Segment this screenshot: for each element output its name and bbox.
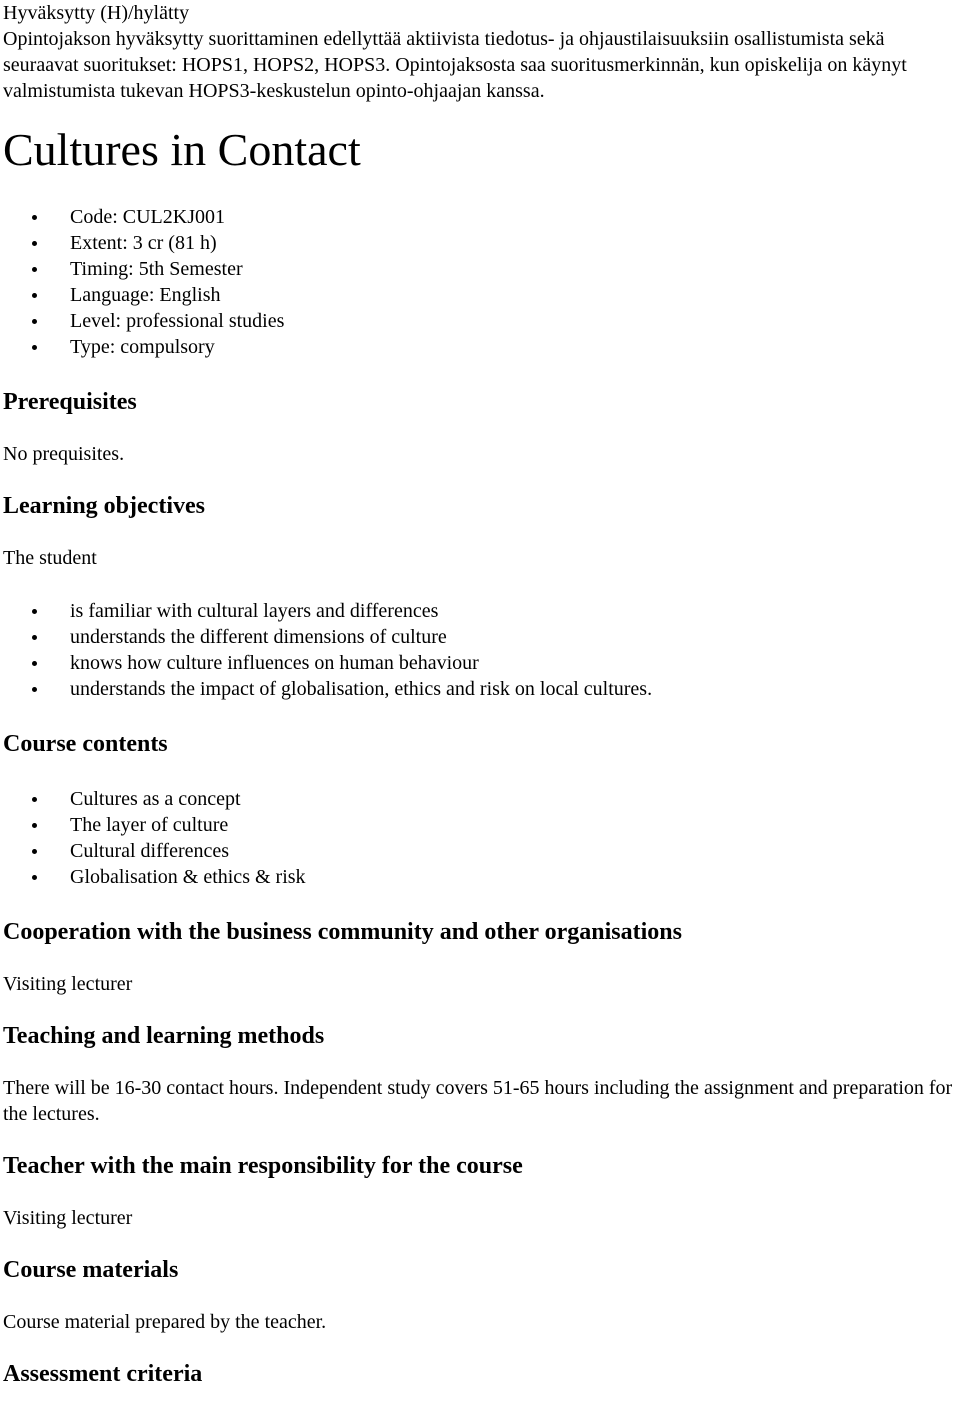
list-item: [70, 256, 953, 282]
list-item: [70, 598, 953, 624]
methods-heading: Teaching and learning methods: [3, 1023, 325, 1049]
list-item: [70, 786, 953, 812]
assessment-heading: Assessment criteria: [3, 1361, 203, 1387]
course-details-list: [3, 204, 953, 360]
objective-text: is familiar with cultural layers and differences: [70, 600, 439, 622]
detail-language: Language: English: [70, 284, 221, 306]
materials-heading: Course materials: [3, 1257, 179, 1283]
list-item: [70, 650, 953, 676]
list-item: [70, 812, 953, 838]
objectives-lead: The student: [3, 547, 97, 569]
content-text: Cultures as a concept: [70, 788, 241, 810]
detail-level: Level: professional studies: [70, 310, 285, 332]
bullet-icon: [32, 687, 37, 692]
bullet-icon: [32, 241, 37, 246]
bullet-icon: [32, 267, 37, 272]
course-title: Cultures in Contact: [3, 124, 361, 175]
objectives-list: [3, 598, 953, 702]
content-text: The layer of culture: [70, 814, 229, 836]
intro-text: Opintojakson hyväksytty suorittaminen edellyttää aktiivista tiedotus- ja ohjaustilaisuuksiin osallistumista sekä seuraavat suoritukset: HOPS1, HOPS2, HOPS3. Opintojaksosta saa suoritusmerkinnän, kun opiskelija on käynyt valmistumista tukevan HOPS3-keskustelun opinto-ohjaajan kanssa.: [3, 28, 907, 102]
bullet-icon: [32, 319, 37, 324]
bullet-icon: [32, 293, 37, 298]
objective-text: understands the different dimensions of culture: [70, 626, 447, 648]
list-item: [70, 282, 953, 308]
detail-extent: Extent: 3 cr (81 h): [70, 232, 217, 254]
list-item: [70, 204, 953, 230]
detail-timing: Timing: 5th Semester: [70, 258, 243, 280]
cooperation-heading: Cooperation with the business community and other organisations: [3, 919, 682, 945]
list-item: [70, 676, 953, 702]
document-page: [3, 0, 953, 1389]
prerequisites-heading: Prerequisites: [3, 389, 137, 415]
detail-code: Code: CUL2KJ001: [70, 206, 225, 228]
list-item: [70, 308, 953, 334]
objective-text: knows how culture influences on human behaviour: [70, 652, 479, 674]
teacher-heading: Teacher with the main responsibility for the course: [3, 1153, 523, 1179]
materials-text: Course material prepared by the teacher.: [3, 1311, 327, 1333]
objectives-heading: Learning objectives: [3, 493, 205, 519]
bullet-icon: [32, 849, 37, 854]
cooperation-text: Visiting lecturer: [3, 973, 133, 995]
content-text: Cultural differences: [70, 840, 230, 862]
bullet-icon: [32, 609, 37, 614]
detail-type: Type: compulsory: [70, 336, 215, 358]
bullet-icon: [32, 661, 37, 666]
list-item: [70, 334, 953, 360]
objective-text: understands the impact of globalisation, ethics and risk on local cultures.: [70, 678, 653, 700]
content-text: Globalisation & ethics & risk: [70, 866, 306, 888]
list-item: [70, 624, 953, 650]
bullet-icon: [32, 823, 37, 828]
contents-list: [3, 786, 953, 890]
teacher-text: Visiting lecturer: [3, 1207, 133, 1229]
bullet-icon: [32, 635, 37, 640]
contents-heading: Course contents: [3, 731, 168, 757]
prerequisites-text: No prequisites.: [3, 443, 125, 465]
list-item: [70, 864, 953, 890]
bullet-icon: [32, 875, 37, 880]
bullet-icon: [32, 345, 37, 350]
list-item: [70, 838, 953, 864]
list-item: [70, 230, 953, 256]
bullet-icon: [32, 215, 37, 220]
methods-text: There will be 16-30 contact hours. Independent study covers 51-65 hours including the assignment and preparation for the lectures.: [3, 1077, 953, 1125]
bullet-icon: [32, 797, 37, 802]
intro-title: Hyväksytty (H)/hylätty: [3, 2, 190, 24]
